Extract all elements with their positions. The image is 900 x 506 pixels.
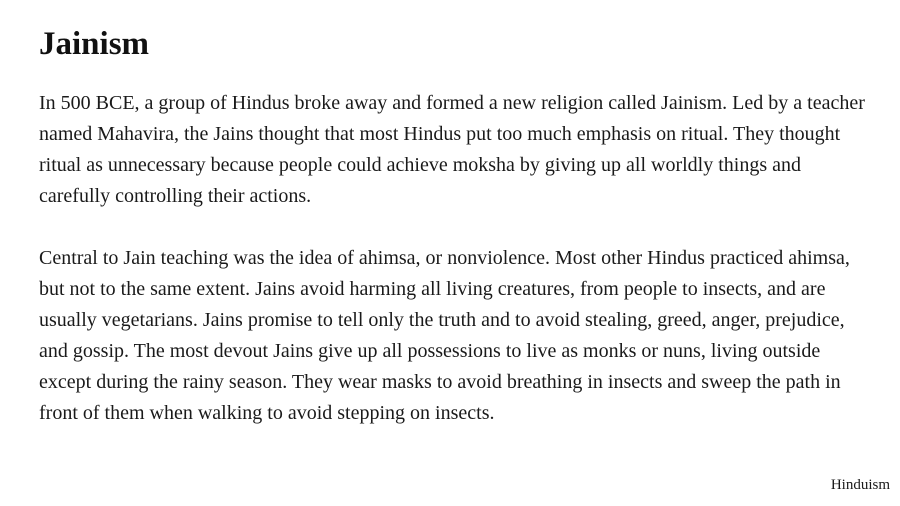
slide-title: Jainism: [39, 26, 150, 62]
footer-label: Hinduism: [830, 477, 890, 493]
paragraph-intro: In 500 BCE, a group of Hindus broke away and formed a new religion called Jainism. Led by a teacher named Mahavira, the Jains thought that most Hindus put too much emphasis on ritual. They thought ritual as unnecessary because people could achieve moksha by giving up all worldly things and carefully controlling their actions.: [39, 92, 865, 207]
paragraph-ahimsa: Central to Jain teaching was the idea of ahimsa, or nonviolence. Most other Hindus practiced ahimsa, but not to the same extent. Jains avoid harming all living creatures, from people to insects, and are usually vegetarians. Jains promise to tell only the truth and to avoid stealing, greed, anger, prejudice, and gossip. The most devout Jains give up all possessions to live as monks or nuns, living outside except during the rainy season. They wear masks to avoid breathing in insects and sweep the path in front of them when walking to avoid stepping on insects.: [39, 247, 850, 424]
slide-body: [39, 88, 867, 429]
